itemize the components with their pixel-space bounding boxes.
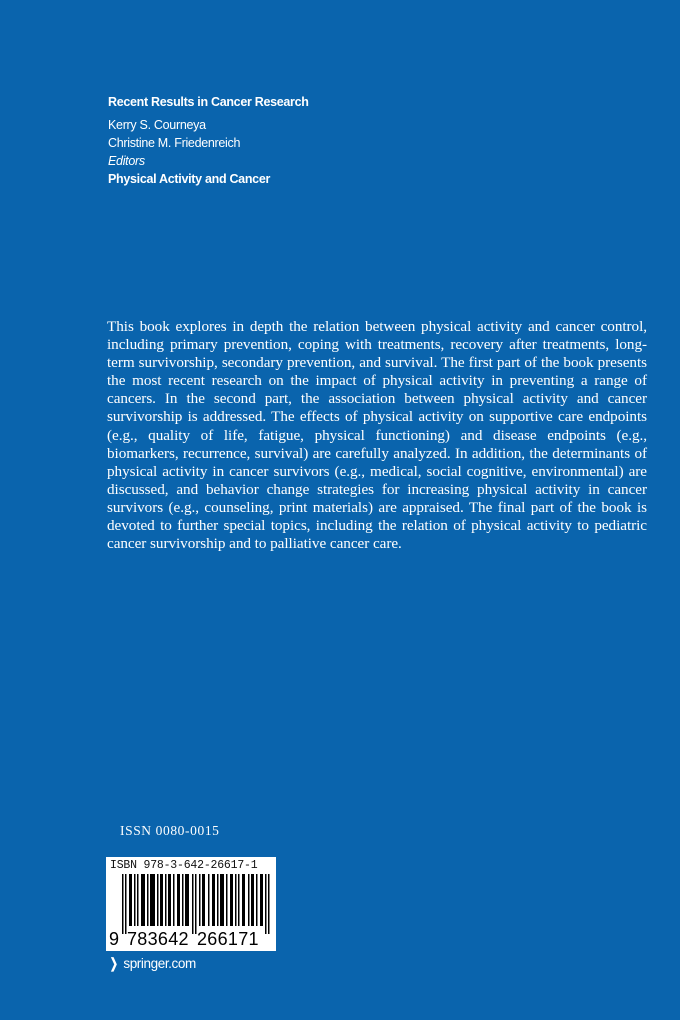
editors-label: Editors xyxy=(108,154,145,168)
barcode-lead-digit: 9 xyxy=(109,929,120,949)
isbn-label: ISBN 978-3-642-26617-1 xyxy=(110,859,258,872)
series-title: Recent Results in Cancer Research xyxy=(108,95,309,109)
book-description: This book explores in depth the relation between physical activity and cancer control, including primary prevention, coping with treatments, recovery after treatments, long-term survivorship, secondary prevention, and survival. The first part of the book presents the most recent research on the impact of physical activity in preventing a range of cancers. In the second part, the association between physical activity and cancer survivorship is addressed. The effects of physical activity on supportive care endpoints (e.g., quality of life, fatigue, physical functioning) and disease endpoints (e.g., biomarkers, recurrence, survival) are carefully analyzed. In addition, the determinants of physical activity in cancer survivors (e.g., medical, social cognitive, environmental) are discussed, and behavior change strategies for increasing physical activity in cancer survivors (e.g., counseling, print materials) are appraised. The final part of the book is devoted to further special topics, including the relation of physical activity to pediatric cancer survivorship and to palliative cancer care. xyxy=(107,318,647,553)
publisher-link-text: springer.com xyxy=(123,956,196,971)
chevron-right-icon: ❯ xyxy=(109,955,118,971)
barcode-digit-group: 266171 xyxy=(197,929,259,949)
publisher-link[interactable] xyxy=(108,955,196,972)
barcode-digit-group: 783642 xyxy=(127,929,189,949)
barcode-bars xyxy=(122,874,270,934)
issn-number: ISSN 0080-0015 xyxy=(120,823,220,838)
book-title: Physical Activity and Cancer xyxy=(108,172,271,186)
editor-name: Kerry S. Courneya xyxy=(108,118,206,132)
series-block xyxy=(108,93,309,188)
isbn-barcode xyxy=(106,857,276,951)
editor-name: Christine M. Friedenreich xyxy=(108,136,241,150)
